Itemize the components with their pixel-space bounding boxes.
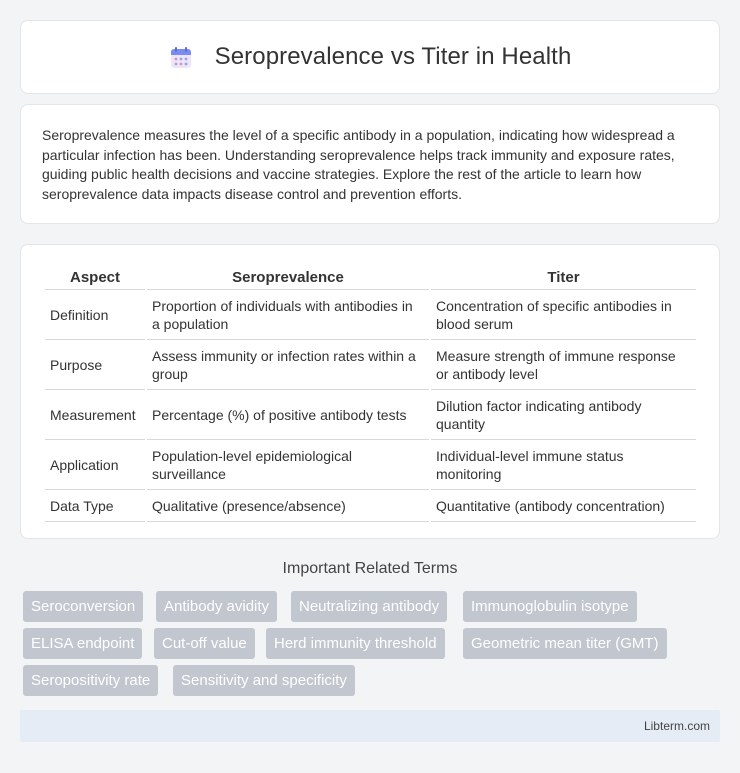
row-aspect: Data Type xyxy=(45,490,145,522)
row-seroprevalence: Assess immunity or infection rates within a group xyxy=(147,340,429,390)
table-row xyxy=(45,340,696,390)
row-titer: Individual-level immune status monitoring xyxy=(431,440,696,490)
header-aspect: Aspect xyxy=(45,264,145,290)
table-row xyxy=(45,290,696,340)
related-terms-title: Important Related Terms xyxy=(282,560,458,577)
row-seroprevalence: Population-level epidemiological surveillance xyxy=(147,440,429,490)
intro-text: Seroprevalence measures the level of a specific antibody in a population, indicating how widespread a particular infection has been. Understanding seroprevalence helps track immunity and exposure rates, guiding public health decisions and vaccine strategies. Explore the rest of the article to learn how seroprevalence data impacts disease control and prevention efforts. xyxy=(42,127,675,202)
row-titer: Concentration of specific antibodies in blood serum xyxy=(431,290,696,340)
page-title: Seroprevalence vs Titer in Health xyxy=(214,43,572,70)
row-aspect: Measurement xyxy=(45,390,145,440)
row-titer: Dilution factor indicating antibody quantity xyxy=(431,390,696,440)
row-aspect: Application xyxy=(45,440,145,490)
row-seroprevalence: Percentage (%) of positive antibody tests xyxy=(147,390,429,440)
header-titer: Titer xyxy=(431,264,696,290)
row-seroprevalence: Proportion of individuals with antibodies in a population xyxy=(147,290,429,340)
row-aspect: Purpose xyxy=(45,340,145,390)
related-term-tag[interactable]: Cut-off value xyxy=(154,628,255,659)
table-row xyxy=(45,440,696,490)
table-header-row xyxy=(45,264,696,290)
related-term-tag[interactable]: ELISA endpoint xyxy=(23,628,142,659)
table-row xyxy=(45,390,696,440)
row-titer: Measure strength of immune response or antibody level xyxy=(431,340,696,390)
comparison-table xyxy=(43,264,698,522)
row-aspect: Definition xyxy=(45,290,145,340)
related-term-tag[interactable]: Geometric mean titer (GMT) xyxy=(463,628,667,659)
related-term-tag[interactable]: Sensitivity and specificity xyxy=(173,665,355,696)
comparison-table-card xyxy=(20,244,720,539)
row-titer: Quantitative (antibody concentration) xyxy=(431,490,696,522)
related-term-tag[interactable]: Neutralizing antibody xyxy=(291,591,447,622)
related-term-tag[interactable]: Antibody avidity xyxy=(156,591,277,622)
footer-site-link[interactable]: Libterm.com xyxy=(643,719,710,733)
intro-card xyxy=(20,104,720,224)
footer xyxy=(20,710,720,742)
calendar-icon xyxy=(169,46,193,70)
row-seroprevalence: Qualitative (presence/absence) xyxy=(147,490,429,522)
related-term-tag[interactable]: Seroconversion xyxy=(23,591,143,622)
header-seroprevalence: Seroprevalence xyxy=(147,264,429,290)
related-term-tag[interactable]: Herd immunity threshold xyxy=(266,628,445,659)
header-card xyxy=(20,20,720,94)
related-term-tag[interactable]: Seropositivity rate xyxy=(23,665,158,696)
related-term-tag[interactable]: Immunoglobulin isotype xyxy=(463,591,637,622)
table-row xyxy=(45,490,696,522)
